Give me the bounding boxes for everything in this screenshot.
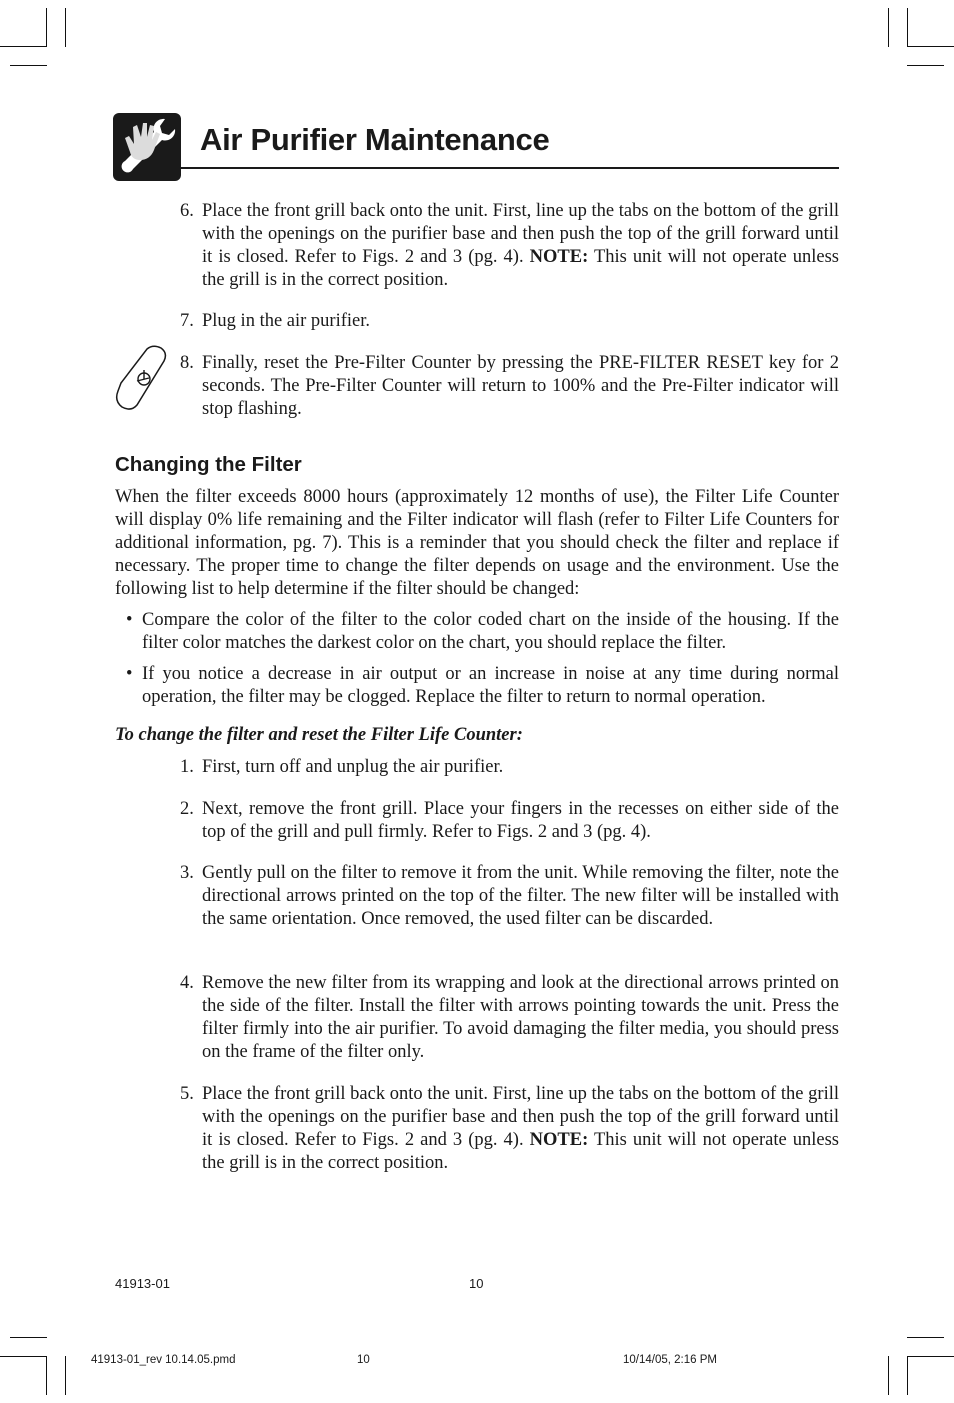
list-item: [180, 798, 839, 844]
list-item: [180, 862, 839, 931]
list-item: [180, 352, 839, 421]
list-item: [180, 756, 839, 779]
step-number: 6.: [180, 201, 194, 221]
crop-mark: [46, 1356, 47, 1395]
step-text: Next, remove the front grill. Place your fingers in the recesses on either side of the top of the grill and pull firmly. Refer to Figs. 2 and 3 (pg. 4).: [202, 799, 839, 842]
section-heading: Changing the Filter: [115, 453, 302, 476]
crop-mark: [0, 46, 47, 47]
intro-paragraph: When the filter exceeds 8000 hours (approximately 12 months of use), the Filter Life Counter will display 0% life remaining and the Filter indicator will flash (refer to Filter Life Counters for additional information, pg. 7). This is a reminder that you should check the filter and replace if necessary. The proper time to change the filter depends on usage and the environment. Use the following list to help determine if the filter should be changed:: [115, 487, 839, 599]
list-item: [180, 310, 839, 333]
crop-mark: [65, 1356, 66, 1395]
title-divider: [178, 167, 839, 169]
list-item: [180, 972, 839, 1064]
crop-mark: [907, 1337, 944, 1338]
crop-mark: [10, 1337, 47, 1338]
step-text: First, turn off and unplug the air purifier.: [202, 757, 504, 777]
note-label: NOTE:: [529, 1130, 589, 1150]
bullet-text: Compare the color of the filter to the color coded chart on the inside of the housing. If the filter color matches the darkest color on the chart, you should replace the filter.: [142, 610, 839, 653]
slug-date: 10/14/05, 2:16 PM: [623, 1354, 717, 1366]
page-number: 10: [469, 1276, 484, 1291]
step-text: Gently pull on the filter to remove it from the unit. While removing the filter, note the directional arrows printed on the top of the filter. The new filter will be installed with the same orientation. Once removed, the used filter can be discarded.: [202, 863, 839, 929]
bullet-text: If you notice a decrease in air output or an increase in noise at any time during normal operation, the filter may be clogged. Replace the filter to return to normal operation.: [142, 664, 839, 707]
crop-mark: [65, 8, 66, 47]
crop-mark: [46, 8, 47, 47]
reset-key-icon: [113, 345, 171, 413]
crop-mark: [888, 1356, 889, 1395]
crop-mark: [907, 1356, 954, 1357]
step-number: 7.: [180, 311, 194, 331]
step-number: 4.: [180, 973, 194, 993]
list-item: [126, 663, 839, 709]
list-item: [180, 200, 839, 292]
tools-icon: [113, 113, 181, 181]
step-text: Place the front grill back onto the unit. First, line up the tabs on the bottom of the grill with the openings on the purifier base and then push the top of the grill forward until it is closed. Refer to Figs. 2 and 3 (pg. 4). NOTE: This unit will not operate unless the grill is in the correct position.: [202, 1084, 840, 1173]
step-number: 1.: [180, 757, 194, 777]
crop-mark: [907, 46, 954, 47]
crop-mark: [907, 8, 908, 47]
crop-mark: [888, 8, 889, 47]
list-item: [180, 1083, 839, 1175]
doc-number: 41913-01: [115, 1276, 170, 1291]
step-number: 2.: [180, 799, 194, 819]
step-text: Place the front grill back onto the unit. First, line up the tabs on the bottom of the grill with the openings on the purifier base and then push the top of the grill forward until it is closed. Refer to Figs. 2 and 3 (pg. 4). NOTE: This unit will not operate unless the grill is in the correct position.: [202, 201, 840, 290]
step-text: Plug in the air purifier.: [202, 311, 371, 331]
step-number: 5.: [180, 1084, 194, 1104]
procedure-subheading: To change the filter and reset the Filter Life Counter:: [115, 725, 523, 745]
crop-mark: [907, 65, 944, 66]
list-item: [126, 609, 839, 655]
crop-mark: [10, 65, 47, 66]
bullet-icon: •: [126, 610, 133, 630]
step-text: Finally, reset the Pre-Filter Counter by pressing the PRE-FILTER RESET key for 2 seconds. The Pre-Filter Counter will return to 100% and the Pre-Filter indicator will stop flashing.: [202, 353, 839, 419]
bullet-icon: •: [126, 664, 133, 684]
slug-page: 10: [357, 1354, 370, 1366]
crop-mark: [907, 1356, 908, 1395]
step-text: Remove the new filter from its wrapping and look at the directional arrows printed on the side of the filter. Install the filter with arrows pointing towards the unit. Press the filter firmly into the air purifier. To avoid damaging the filter media, you should press on the frame of the filter only.: [202, 973, 839, 1062]
page-title: Air Purifier Maintenance: [200, 122, 550, 157]
slug-file: 41913-01_rev 10.14.05.pmd: [91, 1354, 236, 1366]
crop-mark: [0, 1356, 47, 1357]
step-number: 8.: [180, 353, 194, 373]
step-number: 3.: [180, 863, 194, 883]
note-label: NOTE:: [529, 247, 589, 267]
